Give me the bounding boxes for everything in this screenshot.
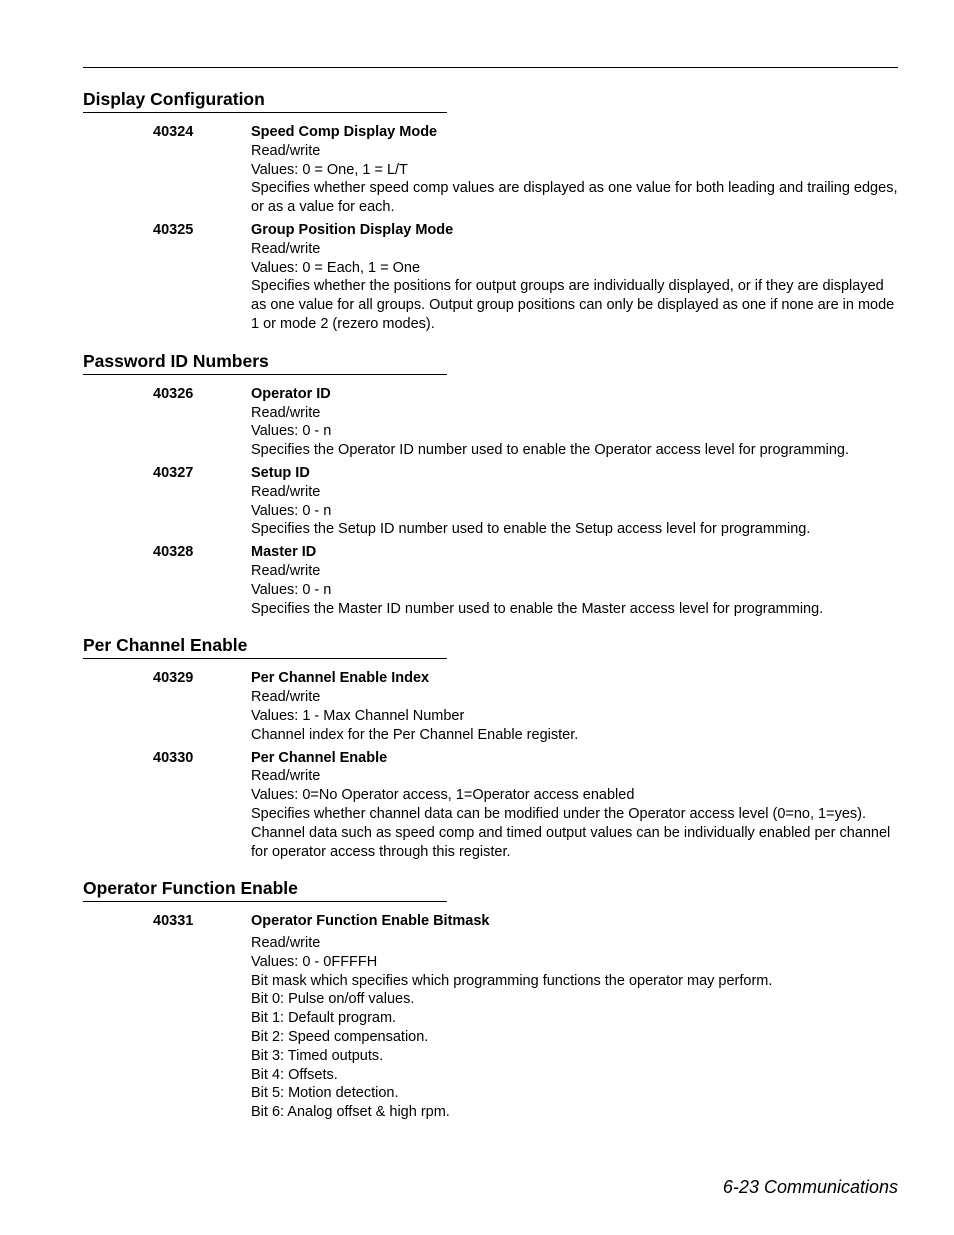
register-details — [251, 123, 898, 217]
register-line: Bit 3: Timed outputs. — [251, 1047, 384, 1064]
register-list — [83, 123, 898, 334]
register-name: Per Channel Enable — [251, 749, 388, 766]
register-line: Bit 6: Analog offset & high rpm. — [251, 1104, 450, 1121]
section-heading: Password ID Numbers — [83, 351, 447, 375]
register-line: Specifies the Operator ID number used to enable the Operator access level for programming. — [251, 442, 850, 459]
register-line: Specifies the Master ID number used to enable the Master access level for programming. — [251, 600, 824, 617]
register-line: Values: 0 = Each, 1 = One — [251, 259, 421, 276]
register-line: Specifies whether channel data can be modified under the Operator access level (0=no, 1=yes). — [251, 805, 867, 822]
register-details — [251, 221, 898, 334]
register-entry — [83, 385, 898, 460]
register-number: 40327 — [153, 464, 194, 481]
register-details — [251, 749, 898, 862]
register-details — [251, 912, 898, 1122]
register-line: Bit 0: Pulse on/off values. — [251, 991, 415, 1008]
register-line: Values: 0 - n — [251, 581, 332, 598]
section-heading: Operator Function Enable — [83, 878, 447, 902]
register-line: Read/write — [251, 562, 321, 579]
register-name: Setup ID — [251, 464, 310, 481]
register-details — [251, 543, 898, 618]
register-list — [83, 912, 898, 1122]
register-line: Read/write — [251, 404, 321, 421]
register-number: 40329 — [153, 670, 194, 687]
register-line: Values: 0 - 0FFFFH — [251, 953, 378, 970]
register-name: Group Position Display Mode — [251, 221, 454, 238]
register-line: Bit 2: Speed compensation. — [251, 1029, 429, 1046]
section — [83, 351, 898, 619]
register-line: Channel data such as speed comp and timed output values can be individually enabled per channel for operator access through this register. — [251, 824, 891, 860]
register-line: Read/write — [251, 935, 321, 952]
register-line: Channel index for the Per Channel Enable register. — [251, 726, 579, 743]
register-line: Read/write — [251, 689, 321, 706]
register-line: Values: 0=No Operator access, 1=Operator access enabled — [251, 787, 635, 804]
register-name: Per Channel Enable Index — [251, 670, 430, 687]
register-name: Speed Comp Display Mode — [251, 124, 438, 140]
register-details — [251, 464, 898, 539]
register-line: Specifies whether the positions for output groups are individually displayed, or if they are displayed as one value for all groups. Output group positions can only be displayed as one if none are in mode 1 or mode 2 (rezero modes). — [251, 278, 895, 332]
header-rule — [83, 67, 898, 68]
register-line: Bit 5: Motion detection. — [251, 1085, 399, 1102]
register-line: Bit mask which specifies which programming functions the operator may perform. — [251, 972, 773, 989]
section-heading: Display Configuration — [83, 89, 447, 113]
register-details — [251, 669, 898, 744]
register-line: Read/write — [251, 240, 321, 257]
register-number: 40331 — [153, 913, 194, 930]
register-line: Values: 0 = One, 1 = L/T — [251, 161, 408, 178]
register-line: Read/write — [251, 483, 321, 500]
register-number: 40326 — [153, 385, 194, 402]
register-entry — [83, 123, 898, 217]
register-line: Specifies whether speed comp values are displayed as one value for both leading and trailing edges, or as a value for each. — [251, 180, 898, 216]
register-line: Bit 4: Offsets. — [251, 1066, 338, 1083]
register-line: Values: 0 - n — [251, 502, 332, 519]
register-details — [251, 385, 898, 460]
page-footer: 6-23 Communications — [722, 1177, 898, 1197]
section — [83, 635, 898, 861]
register-line: Bit 1: Default program. — [251, 1010, 397, 1027]
register-entry — [83, 543, 898, 618]
section — [83, 89, 898, 334]
register-number: 40324 — [153, 124, 194, 140]
register-entry — [83, 669, 898, 744]
register-number: 40325 — [153, 221, 194, 238]
register-line: Read/write — [251, 142, 321, 159]
register-name: Operator ID — [251, 385, 331, 402]
register-line: Values: 0 - n — [251, 423, 332, 440]
section — [83, 878, 898, 1122]
register-list — [83, 669, 898, 861]
section-heading: Per Channel Enable — [83, 635, 447, 659]
register-name: Operator Function Enable Bitmask — [251, 913, 490, 930]
register-entry — [83, 221, 898, 334]
register-number: 40328 — [153, 544, 194, 561]
register-entry — [83, 464, 898, 539]
register-line: Read/write — [251, 768, 321, 785]
register-name: Master ID — [251, 544, 317, 561]
document-body — [83, 89, 898, 1139]
register-entry — [83, 749, 898, 862]
register-entry — [83, 912, 898, 1122]
register-line: Specifies the Setup ID number used to enable the Setup access level for programming. — [251, 521, 811, 538]
register-line: Values: 1 - Max Channel Number — [251, 707, 465, 724]
register-number: 40330 — [153, 749, 194, 766]
register-list — [83, 385, 898, 619]
